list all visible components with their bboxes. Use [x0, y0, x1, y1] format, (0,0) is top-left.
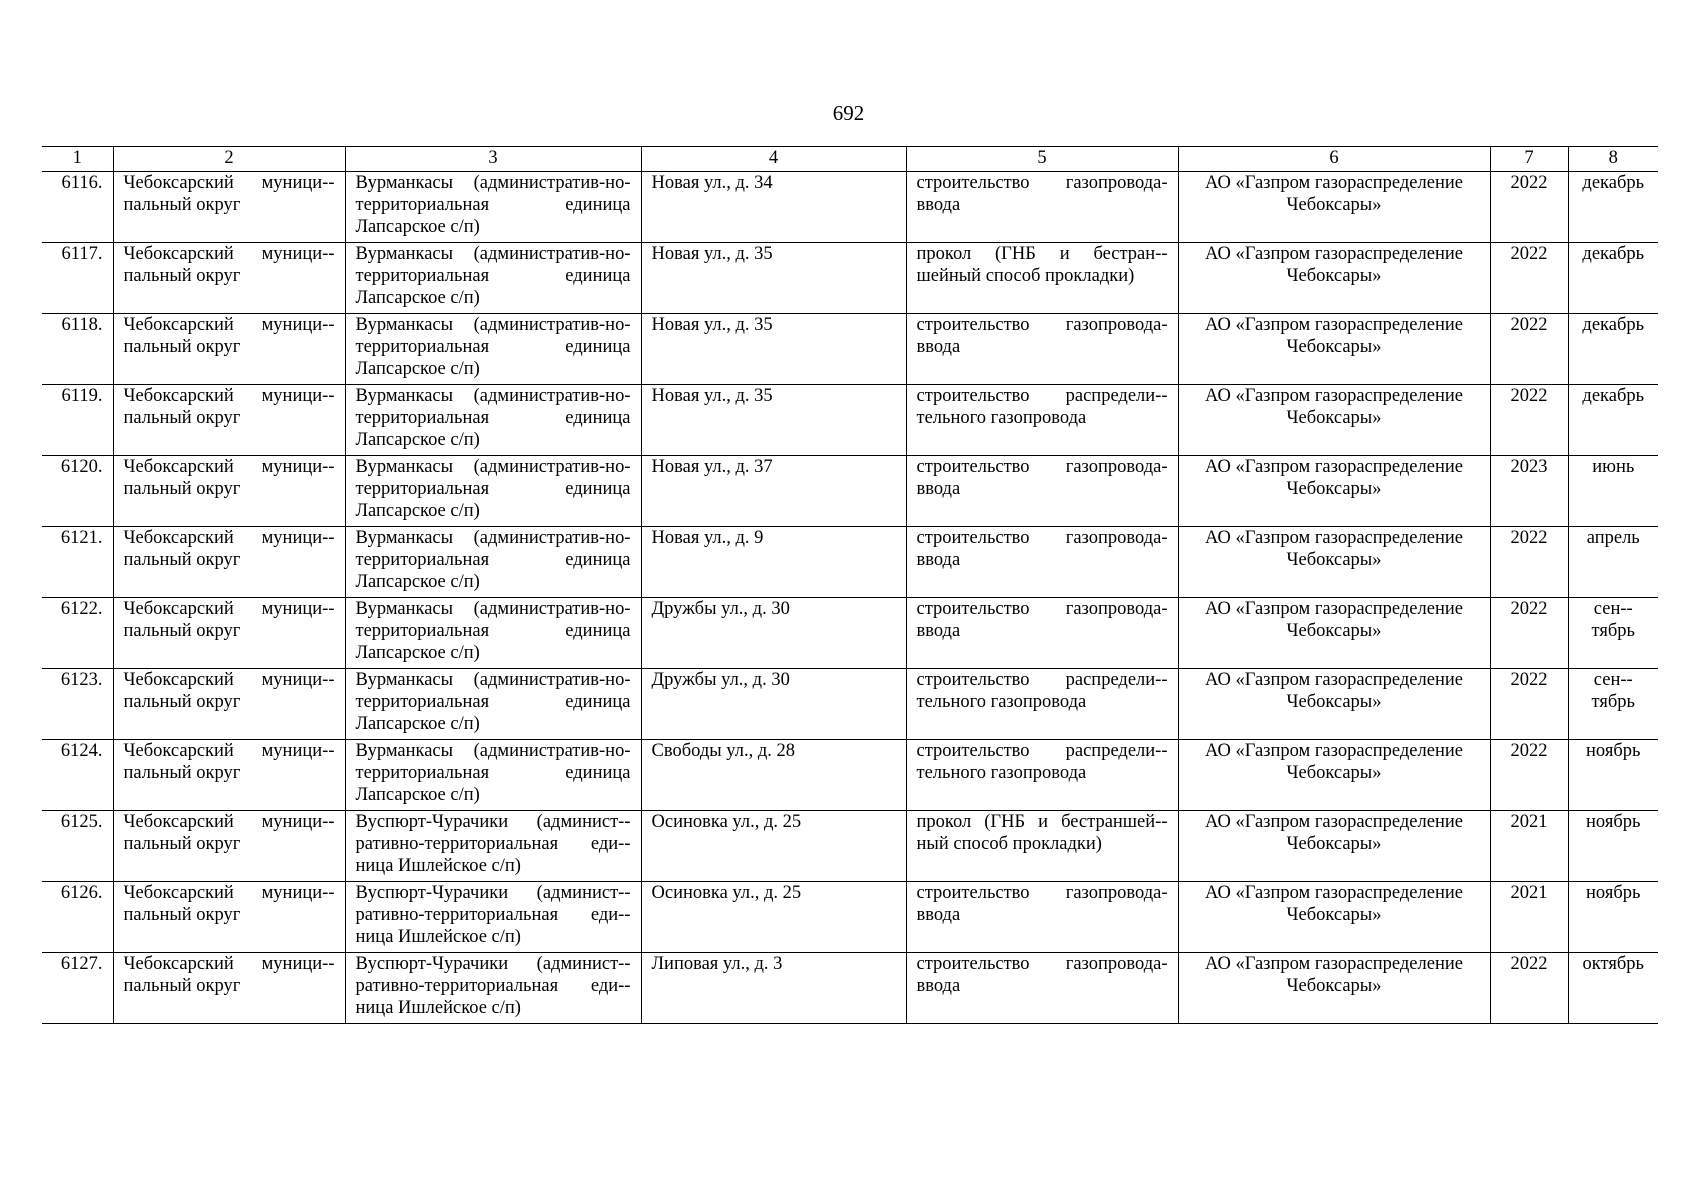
- address-cell: Осиновка ул., д. 25: [641, 882, 906, 953]
- year-cell: 2022: [1490, 385, 1568, 456]
- header-row: [42, 147, 1658, 172]
- row-number: 6124.: [42, 740, 113, 811]
- table-row: [42, 882, 1658, 953]
- organization-cell: АО «Газпром газораспределение Чебоксары»: [1178, 527, 1490, 598]
- district-cell: Чебоксарский муници-пальный округ: [113, 811, 345, 882]
- table-row: [42, 172, 1658, 243]
- table-row: [42, 456, 1658, 527]
- year-cell: 2022: [1490, 740, 1568, 811]
- column-header: 7: [1490, 147, 1568, 172]
- year-cell: 2023: [1490, 456, 1568, 527]
- schedule-table: [42, 146, 1658, 1024]
- settlement-cell: Вурманкасы (административ-но-территориальная единица Лапсарское с/п): [345, 172, 641, 243]
- work-type-cell: прокол (ГНБ и бестраншей-ный способ прокладки): [906, 811, 1178, 882]
- month-cell: ноябрь: [1568, 811, 1658, 882]
- column-header: 6: [1178, 147, 1490, 172]
- month-cell: декабрь: [1568, 314, 1658, 385]
- year-cell: 2022: [1490, 669, 1568, 740]
- month-cell: апрель: [1568, 527, 1658, 598]
- work-type-cell: строительство газопровода-ввода: [906, 527, 1178, 598]
- month-cell: ноябрь: [1568, 882, 1658, 953]
- address-cell: Осиновка ул., д. 25: [641, 811, 906, 882]
- table-row: [42, 527, 1658, 598]
- page-number: 692: [832, 101, 865, 125]
- row-number: 6117.: [42, 243, 113, 314]
- settlement-cell: Вурманкасы (административ-но-территориальная единица Лапсарское с/п): [345, 669, 641, 740]
- year-cell: 2022: [1490, 953, 1568, 1024]
- settlement-cell: Вурманкасы (административ-но-территориальная единица Лапсарское с/п): [345, 456, 641, 527]
- column-header: 3: [345, 147, 641, 172]
- district-cell: Чебоксарский муници-пальный округ: [113, 740, 345, 811]
- table-row: [42, 669, 1658, 740]
- month-cell: декабрь: [1568, 243, 1658, 314]
- work-type-cell: строительство распредели-тельного газопровода: [906, 385, 1178, 456]
- organization-cell: АО «Газпром газораспределение Чебоксары»: [1178, 385, 1490, 456]
- settlement-cell: Вуспюрт-Чурачики (админист-ративно-территориальная еди-ница Ишлейское с/п): [345, 953, 641, 1024]
- row-number: 6121.: [42, 527, 113, 598]
- district-cell: Чебоксарский муници-пальный округ: [113, 953, 345, 1024]
- column-header: 2: [113, 147, 345, 172]
- month-cell: декабрь: [1568, 385, 1658, 456]
- district-cell: Чебоксарский муници-пальный округ: [113, 314, 345, 385]
- table-row: [42, 385, 1658, 456]
- month-cell: июнь: [1568, 456, 1658, 527]
- work-type-cell: прокол (ГНБ и бестран-шейный способ прокладки): [906, 243, 1178, 314]
- table-row: [42, 811, 1658, 882]
- month-cell: ноябрь: [1568, 740, 1658, 811]
- year-cell: 2022: [1490, 172, 1568, 243]
- organization-cell: АО «Газпром газораспределение Чебоксары»: [1178, 243, 1490, 314]
- year-cell: 2022: [1490, 243, 1568, 314]
- settlement-cell: Вуспюрт-Чурачики (админист-ративно-территориальная еди-ница Ишлейское с/п): [345, 811, 641, 882]
- column-header: 8: [1568, 147, 1658, 172]
- settlement-cell: Вуспюрт-Чурачики (админист-ративно-территориальная еди-ница Ишлейское с/п): [345, 882, 641, 953]
- row-number: 6125.: [42, 811, 113, 882]
- district-cell: Чебоксарский муници-пальный округ: [113, 882, 345, 953]
- month-cell: октябрь: [1568, 953, 1658, 1024]
- month-cell: декабрь: [1568, 172, 1658, 243]
- row-number: 6116.: [42, 172, 113, 243]
- row-number: 6119.: [42, 385, 113, 456]
- work-type-cell: строительство распредели-тельного газопровода: [906, 669, 1178, 740]
- organization-cell: АО «Газпром газораспределение Чебоксары»: [1178, 598, 1490, 669]
- table-row: [42, 598, 1658, 669]
- table-row: [42, 243, 1658, 314]
- table-row: [42, 740, 1658, 811]
- organization-cell: АО «Газпром газораспределение Чебоксары»: [1178, 314, 1490, 385]
- row-number: 6123.: [42, 669, 113, 740]
- address-cell: Новая ул., д. 37: [641, 456, 906, 527]
- work-type-cell: строительство газопровода-ввода: [906, 882, 1178, 953]
- organization-cell: АО «Газпром газораспределение Чебоксары»: [1178, 811, 1490, 882]
- month-cell: сен-тябрь: [1568, 598, 1658, 669]
- district-cell: Чебоксарский муници-пальный округ: [113, 527, 345, 598]
- district-cell: Чебоксарский муници-пальный округ: [113, 172, 345, 243]
- address-cell: Липовая ул., д. 3: [641, 953, 906, 1024]
- table-body: [42, 172, 1658, 1024]
- work-type-cell: строительство газопровода-ввода: [906, 456, 1178, 527]
- table-row: [42, 314, 1658, 385]
- address-cell: Новая ул., д. 34: [641, 172, 906, 243]
- column-header: 1: [42, 147, 113, 172]
- row-number: 6118.: [42, 314, 113, 385]
- year-cell: 2022: [1490, 598, 1568, 669]
- organization-cell: АО «Газпром газораспределение Чебоксары»: [1178, 882, 1490, 953]
- district-cell: Чебоксарский муници-пальный округ: [113, 669, 345, 740]
- row-number: 6122.: [42, 598, 113, 669]
- organization-cell: АО «Газпром газораспределение Чебоксары»: [1178, 456, 1490, 527]
- table-header: [42, 147, 1658, 172]
- district-cell: Чебоксарский муници-пальный округ: [113, 385, 345, 456]
- settlement-cell: Вурманкасы (административ-но-территориальная единица Лапсарское с/п): [345, 314, 641, 385]
- address-cell: Новая ул., д. 9: [641, 527, 906, 598]
- address-cell: Свободы ул., д. 28: [641, 740, 906, 811]
- address-cell: Новая ул., д. 35: [641, 385, 906, 456]
- settlement-cell: Вурманкасы (административ-но-территориальная единица Лапсарское с/п): [345, 527, 641, 598]
- address-cell: Дружбы ул., д. 30: [641, 669, 906, 740]
- settlement-cell: Вурманкасы (административ-но-территориальная единица Лапсарское с/п): [345, 385, 641, 456]
- address-cell: Новая ул., д. 35: [641, 314, 906, 385]
- month-cell: сен-тябрь: [1568, 669, 1658, 740]
- address-cell: Новая ул., д. 35: [641, 243, 906, 314]
- settlement-cell: Вурманкасы (административ-но-территориальная единица Лапсарское с/п): [345, 598, 641, 669]
- work-type-cell: строительство газопровода-ввода: [906, 598, 1178, 669]
- year-cell: 2022: [1490, 527, 1568, 598]
- column-header: 4: [641, 147, 906, 172]
- work-type-cell: строительство распредели-тельного газопровода: [906, 740, 1178, 811]
- district-cell: Чебоксарский муници-пальный округ: [113, 243, 345, 314]
- row-number: 6120.: [42, 456, 113, 527]
- year-cell: 2021: [1490, 882, 1568, 953]
- settlement-cell: Вурманкасы (административ-но-территориальная единица Лапсарское с/п): [345, 740, 641, 811]
- work-type-cell: строительство газопровода-ввода: [906, 314, 1178, 385]
- work-type-cell: строительство газопровода-ввода: [906, 953, 1178, 1024]
- district-cell: Чебоксарский муници-пальный округ: [113, 456, 345, 527]
- year-cell: 2022: [1490, 314, 1568, 385]
- organization-cell: АО «Газпром газораспределение Чебоксары»: [1178, 172, 1490, 243]
- organization-cell: АО «Газпром газораспределение Чебоксары»: [1178, 669, 1490, 740]
- table-row: [42, 953, 1658, 1024]
- address-cell: Дружбы ул., д. 30: [641, 598, 906, 669]
- settlement-cell: Вурманкасы (административ-но-территориальная единица Лапсарское с/п): [345, 243, 641, 314]
- organization-cell: АО «Газпром газораспределение Чебоксары»: [1178, 740, 1490, 811]
- row-number: 6127.: [42, 953, 113, 1024]
- row-number: 6126.: [42, 882, 113, 953]
- work-type-cell: строительство газопровода-ввода: [906, 172, 1178, 243]
- district-cell: Чебоксарский муници-пальный округ: [113, 598, 345, 669]
- column-header: 5: [906, 147, 1178, 172]
- organization-cell: АО «Газпром газораспределение Чебоксары»: [1178, 953, 1490, 1024]
- year-cell: 2021: [1490, 811, 1568, 882]
